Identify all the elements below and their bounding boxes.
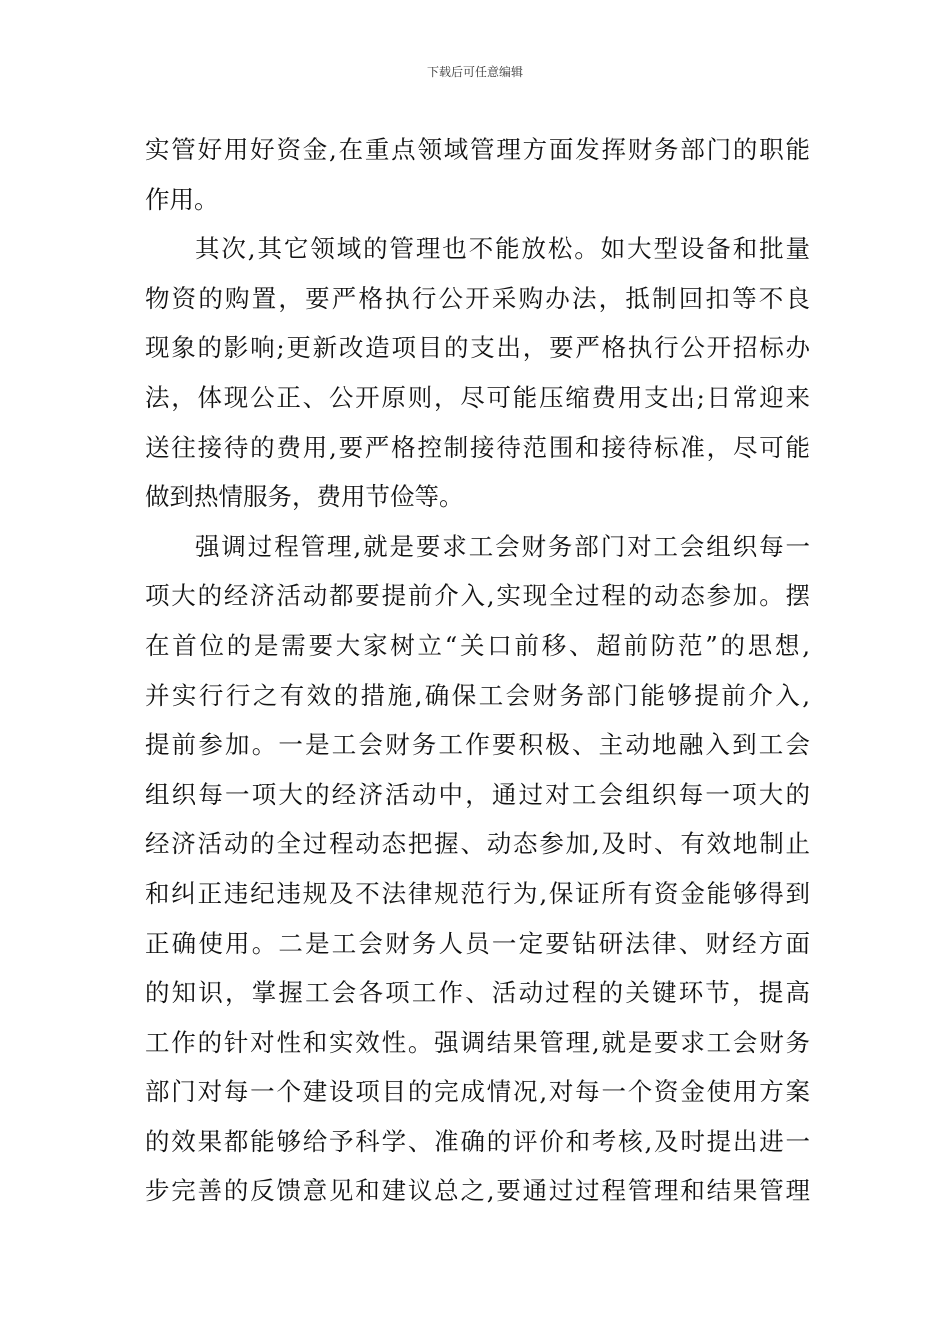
text-line: 工作的针对性和实效性。强调结果管理,就是要求工会财务 [145, 1027, 810, 1057]
text-line: 物资的购置，要严格执行公开采购办法，抵制回扣等不良 [145, 283, 810, 313]
text-line: 项大的经济活动都要提前介入,实现全过程的动态参加。摆 [145, 581, 810, 611]
text-line: 部门对每一个建设项目的完成情况,对每一个资金使用方案 [145, 1077, 810, 1107]
page-header: 下载后可任意编辑 [426, 65, 523, 79]
text-line: 并实行行之有效的措施,确保工会财务部门能够提前介入, [145, 680, 810, 710]
text-line: 法，体现公正、公开原则，尽可能压缩费用支出;日常迎来 [145, 382, 810, 412]
text-line: 的知识，掌握工会各项工作、活动过程的关键环节，提高 [145, 978, 810, 1008]
text-line: 作用。 [145, 184, 219, 214]
text-line: 实管好用好资金,在重点领域管理方面发挥财务部门的职能 [145, 135, 810, 164]
text-line: 在首位的是需要大家树立“关口前移、超前防范”的思想, [145, 630, 810, 660]
paragraph [145, 224, 810, 522]
text-line: 送往接待的费用,要严格控制接待范围和接待标准，尽可能 [145, 432, 810, 462]
text-line: 做到热情服务，费用节俭等。 [145, 482, 464, 512]
text-line: 现象的影响;更新改造项目的支出，要严格执行公开招标办 [145, 333, 810, 363]
document-body [145, 125, 810, 1216]
paragraph [145, 522, 810, 1216]
text-line: 的效果都能够给予科学、准确的评价和考核,及时提出进一 [145, 1126, 810, 1156]
text-line: 正确使用。二是工会财务人员一定要钻研法律、财经方面 [145, 928, 810, 958]
text-line: 步完善的反馈意见和建议总之,要通过过程管理和结果管理 [145, 1176, 810, 1206]
paragraph [145, 125, 810, 224]
text-line: 提前参加。一是工会财务工作要积极、主动地融入到工会 [145, 730, 810, 760]
text-line: 组织每一项大的经济活动中，通过对工会组织每一项大的 [145, 779, 810, 809]
text-line: 经济活动的全过程动态把握、动态参加,及时、有效地制止 [145, 829, 810, 859]
text-line: 和纠正违纪违规及不法律规范行为,保证所有资金能够得到 [145, 878, 810, 908]
text-line: 强调过程管理,就是要求工会财务部门对工会组织每一 [195, 531, 810, 561]
text-line: 其次,其它领域的管理也不能放松。如大型设备和批量 [195, 234, 810, 264]
